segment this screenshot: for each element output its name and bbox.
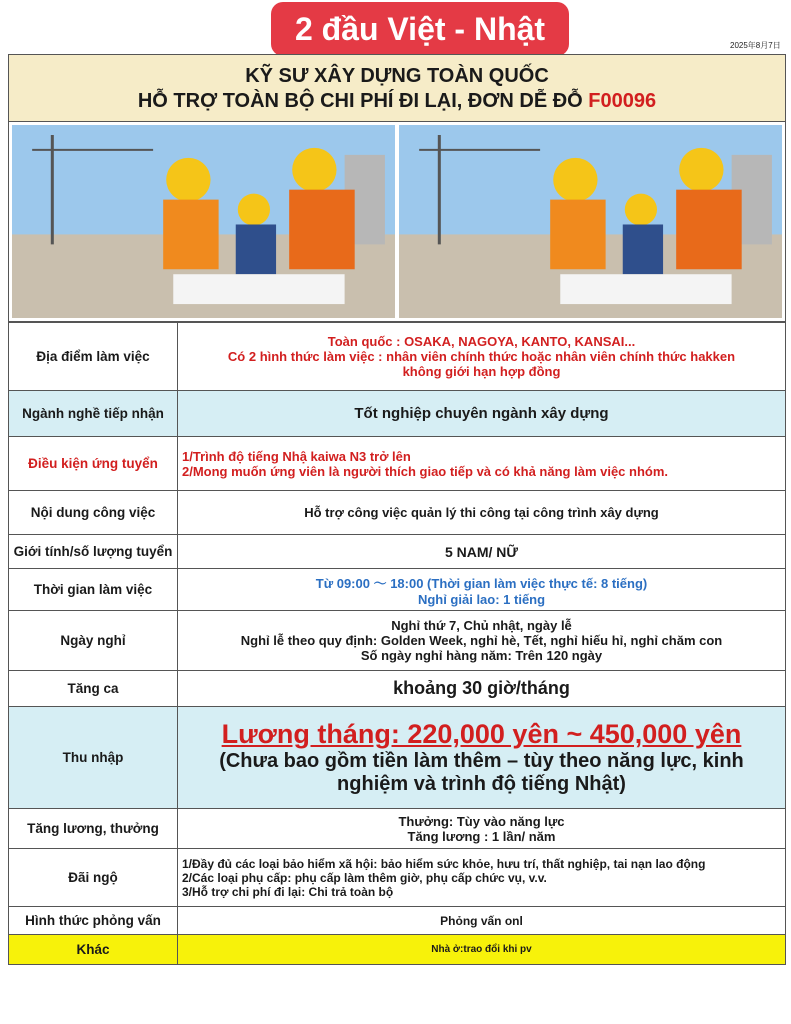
value-interview: Phỏng vấn onl [178,907,786,935]
label-interview: Hình thức phỏng vấn [9,907,178,935]
row-hours [9,569,786,611]
location-line1: Toàn quốc : OSAKA, NAGOYA, KANTO, KANSAI... [327,334,636,349]
hours-line1: Từ 09:00 ～ 18:00 (Thời gian làm việc thực tế: 8 tiếng) [315,575,648,591]
row-overtime [9,671,786,707]
value-location [178,323,786,391]
row-field [9,391,786,437]
value-gender: 5 NAM/ NỮ [178,535,786,569]
raise-line2: Tăng lương : 1 lần/ năm [407,828,556,844]
requirements-line2: 2/Mong muốn ứng viên là người thích giao tiếp và có khả năng làm việc nhóm. [182,463,669,479]
label-job: Nội dung công việc [9,491,178,535]
row-holidays [9,611,786,671]
job-banner [8,54,786,122]
construction-photo-left [12,125,395,318]
row-raise [9,809,786,849]
salary-range: Lương tháng: 220,000 yên ~ 450,000 yên [221,719,742,749]
row-income [9,707,786,809]
hours-line2: Nghỉ giải lao: 1 tiếng [417,591,546,607]
posting-date: 2025年8月7日 [730,41,781,50]
label-other: Khác [9,935,178,965]
label-field: Ngành nghề tiếp nhận [9,391,178,437]
location-line2: Có 2 hình thức làm việc : nhân viên chính thức hoặc nhân viên chính thức hakken [227,349,736,364]
label-gender: Giới tính/số lượng tuyển [9,535,178,569]
label-overtime: Tăng ca [9,671,178,707]
label-location: Địa điểm làm việc [9,323,178,391]
job-details-table [8,322,786,965]
row-job [9,491,786,535]
value-holidays [178,611,786,671]
label-benefits: Đãi ngộ [9,849,178,907]
holidays-line2: Nghỉ lễ theo quy định: Golden Week, nghỉ hè, Tết, nghỉ hiếu hỉ, nghỉ chăm con [240,633,723,648]
label-raise: Tăng lương, thưởng [9,809,178,849]
label-income: Thu nhập [9,707,178,809]
row-interview [9,907,786,935]
row-other [9,935,786,965]
value-requirements [178,437,786,491]
salary-note-line1: (Chưa bao gồm tiền làm thêm – tùy theo năng lực, kinh [219,750,744,772]
benefits-line3: 3/Hỗ trợ chi phí đi lại: Chi trả toàn bộ [182,884,394,899]
title-badge: 2 đầu Việt - Nhật [271,2,569,56]
requirements-line1: 1/Trình độ tiếng Nhậ kaiwa N3 trở lên [182,448,411,464]
salary-note-line2: nghiệm và trình độ tiếng Nhật) [337,773,626,795]
photo-strip [8,122,786,322]
holidays-line3: Số ngày nghỉ hàng năm: Trên 120 ngày [360,648,603,663]
value-other: Nhà ở:trao đổi khi pv [178,935,786,965]
benefits-line2: 2/Các loại phụ cấp: phụ cấp làm thêm giờ, phụ cấp chức vụ, v.v. [182,870,547,885]
row-benefits [9,849,786,907]
value-raise [178,809,786,849]
banner-title-line1: KỸ SƯ XÂY DỰNG TOÀN QUỐC [245,65,549,87]
row-location [9,323,786,391]
label-requirements: Điều kiện ứng tuyển [9,437,178,491]
value-income [178,707,786,809]
value-benefits [178,849,786,907]
value-field: Tốt nghiệp chuyên ngành xây dựng [178,391,786,437]
row-gender [9,535,786,569]
banner-title-line2 [9,90,785,113]
location-line3: không giới hạn hợp đồng [402,364,561,379]
label-hours: Thời gian làm việc [9,569,178,611]
benefits-line1: 1/Đầy đủ các loại bảo hiểm xã hội: bảo hiểm sức khỏe, hưu trí, thất nghiệp, tai nạn lao động [182,856,706,871]
row-requirements [9,437,786,491]
banner-title-text: HỖ TRỢ TOÀN BỘ CHI PHÍ ĐI LẠI, ĐƠN DỄ ĐỖ [137,90,583,112]
value-job: Hỗ trợ công việc quản lý thi công tại công trình xây dựng [178,491,786,535]
value-overtime: khoảng 30 giờ/tháng [178,671,786,707]
construction-photo-right [399,125,782,318]
raise-line1: Thưởng: Tùy vào năng lực [398,813,565,829]
job-code: F00096 [588,90,657,112]
value-hours [178,569,786,611]
holidays-line1: Nghỉ thứ 7, Chủ nhật, ngày lễ [391,618,572,633]
label-holidays: Ngày nghỉ [9,611,178,671]
